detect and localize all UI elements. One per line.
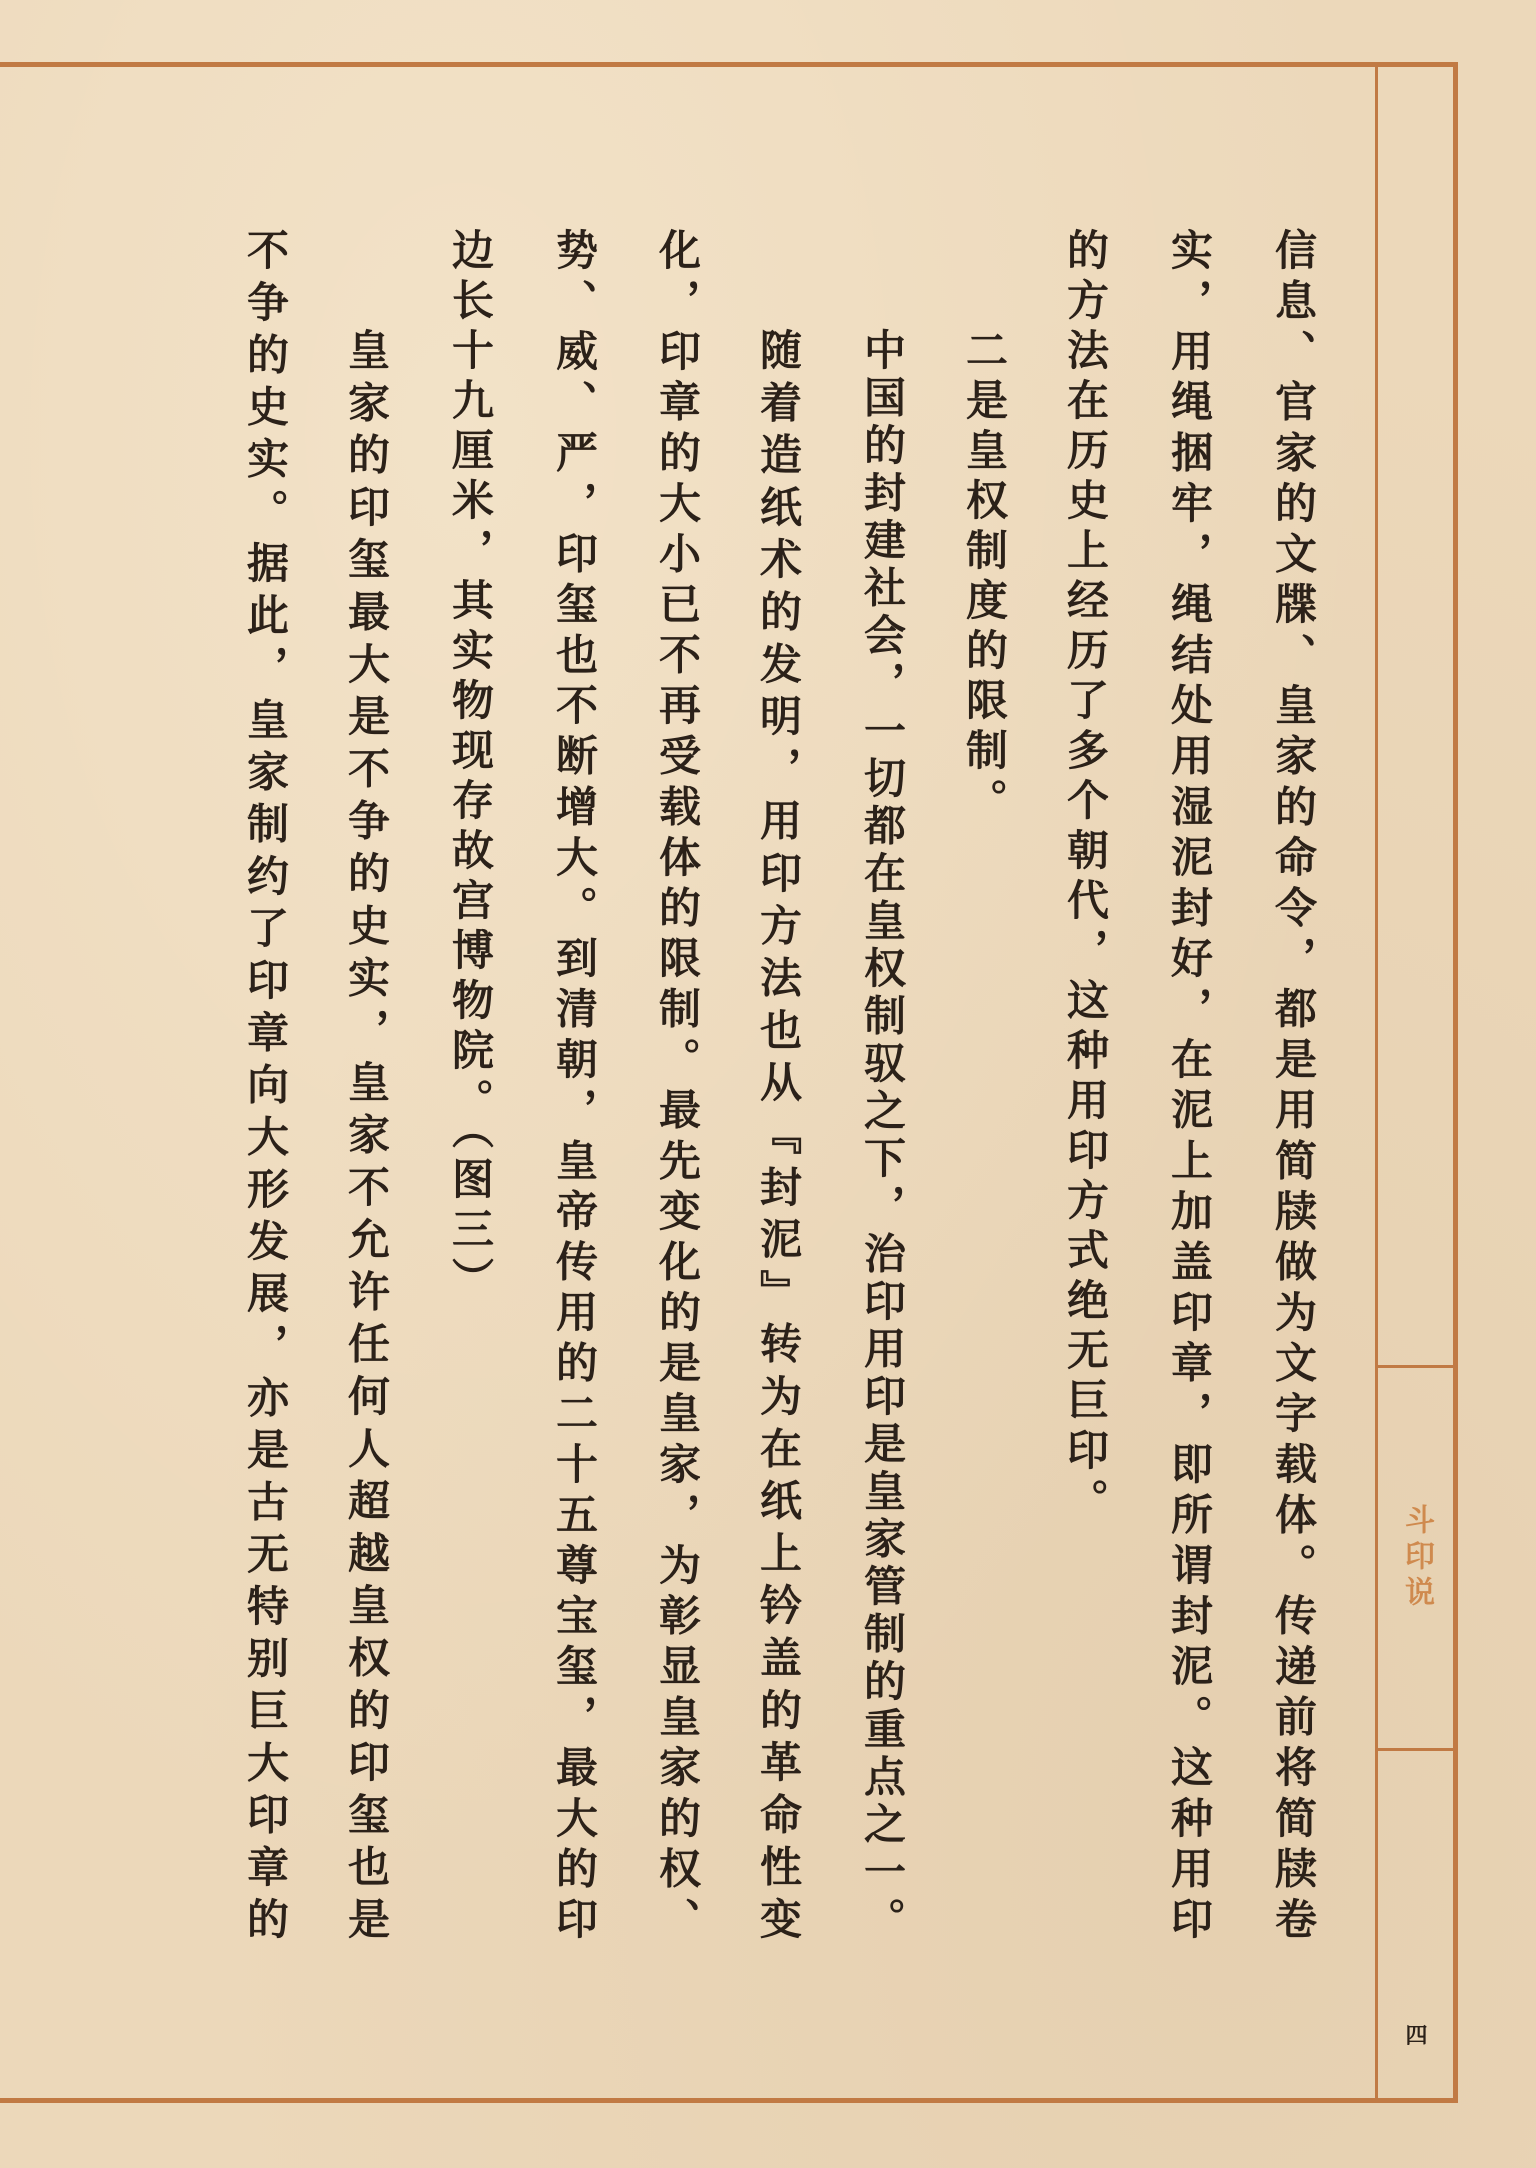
text-column: 化，印章的大小已不再受载体的限制。最先变化的是皇家，为彰显皇家的权、 xyxy=(653,228,702,1943)
text-column: 随着造纸术的发明，用印方法也从『封泥』转为在纸上钤盖的革命性变 xyxy=(754,328,803,1943)
section-tab-title: 斗印说 xyxy=(1399,1504,1434,1612)
tab-box-bottom-line xyxy=(1376,1748,1455,1751)
frame-border-top xyxy=(0,62,1458,67)
text-column: 不争的史实。据此，皇家制约了印章向大形发展，亦是古无特别巨大印章的 xyxy=(241,228,290,1943)
text-column: 边长十九厘米，其实物现存故宫博物院。（图三） xyxy=(446,228,495,1307)
text-column: 中国的封建社会，一切都在皇权制驭之下，治印用印是皇家管制的重点之一。 xyxy=(858,328,907,1943)
text-column: 信息、官家的文牒、皇家的命令，都是用简牍做为文字载体。传递前将简牍卷 xyxy=(1269,228,1318,1943)
text-column: 皇家的印玺最大是不争的史实，皇家不允许任何人超越皇权的印玺也是 xyxy=(342,328,391,1943)
text-column: 势、威、严，印玺也不断增大。到清朝，皇帝传用的二十五尊宝玺，最大的印 xyxy=(550,228,599,1943)
page-number: 四 xyxy=(1405,2024,1428,2049)
frame-border-right xyxy=(1453,62,1458,2103)
section-heading: 二是皇权制度的限制。 xyxy=(960,328,1009,828)
text-column: 实，用绳捆牢，绳结处用湿泥封好，在泥上加盖印章，即所谓封泥。这种用印 xyxy=(1165,228,1214,1943)
margin-divider-line xyxy=(1375,64,1378,2100)
frame-border-bottom xyxy=(0,2098,1458,2103)
text-column: 的方法在历史上经历了多个朝代，这种用印方式绝无巨印。 xyxy=(1061,228,1110,1528)
